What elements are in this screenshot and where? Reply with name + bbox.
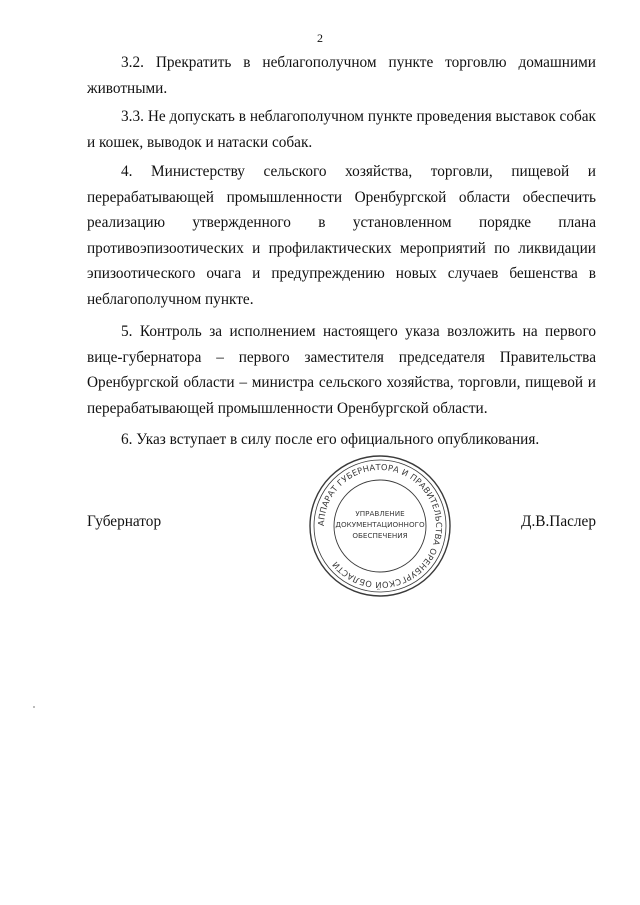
paragraph-3-2 xyxy=(87,50,596,101)
stamp-ring-text: АППАРАТ ГУБЕРНАТОРА И ПРАВИТЕЛЬСТВА ОРЕНБУРГСКОЙ ОБЛАСТИ xyxy=(315,461,445,591)
paragraph-text: 4. Министерству сельского хозяйства, торговли, пищевой и перерабатывающей промышленности Оренбургской области обеспечить реализацию утвержденного в установленном порядке плана противоэпизоотических и профилактических мероприятий по ликвидации эпизоотического очага и предупреждению новых случаев бешенства в неблагополучном пункте. xyxy=(87,163,596,308)
stamp-center-line: ДОКУМЕНТАЦИОННОГО xyxy=(335,520,425,529)
paragraph-text: 3.2. Прекратить в неблагополучном пункте торговлю домашними животными. xyxy=(87,54,596,97)
paragraph-text: 5. Контроль за исполнением настоящего указа возложить на первого вице-губернатора – первого заместителя председателя Правительства Оренбургской области – министра сельского хозяйства, торговли, пищевой и перерабатывающей промышленности Оренбургской области. xyxy=(87,323,596,417)
paragraph-5 xyxy=(87,319,596,421)
paragraph-text: 3.3. Не допускать в неблагополучном пункте проведения выставок собак и кошек, выводок и натаски собак. xyxy=(87,108,596,151)
official-stamp xyxy=(307,453,453,599)
page-number: 2 xyxy=(317,31,323,45)
paragraph-6 xyxy=(87,427,596,453)
scan-artifact xyxy=(33,706,35,708)
stamp-center-line: ОБЕСПЕЧЕНИЯ xyxy=(352,531,408,540)
stamp-seal-icon xyxy=(307,453,453,599)
paragraph-3-3 xyxy=(87,104,596,155)
paragraph-4 xyxy=(87,159,596,312)
signatory-name: Д.В.Паслер xyxy=(521,513,596,530)
paragraph-text: 6. Указ вступает в силу после его официального опубликования. xyxy=(121,431,540,448)
stamp-center-line: УПРАВЛЕНИЕ xyxy=(355,509,405,518)
signatory-title: Губернатор xyxy=(87,513,162,530)
